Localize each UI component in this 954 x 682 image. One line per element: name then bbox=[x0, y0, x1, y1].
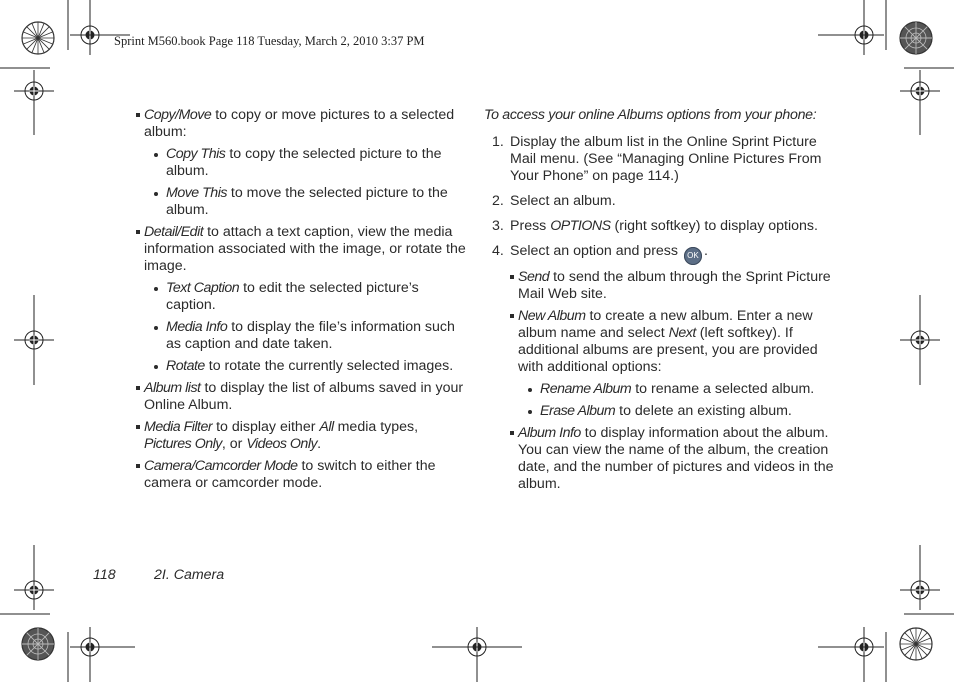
description: to display the file’s information such as caption and date taken. bbox=[166, 319, 455, 352]
step-number: 4. bbox=[492, 243, 504, 259]
description: to edit the selected picture’s caption. bbox=[166, 280, 419, 313]
procedure-intro: To access your online Albums options from your phone: bbox=[484, 107, 817, 123]
description: to display information about the album. You can view the name of the album, the creation date, and the number of pictures and videos in the album. bbox=[518, 425, 834, 492]
ok-key-icon: OK bbox=[684, 247, 702, 265]
term: Camera/Camcorder Mode bbox=[144, 458, 298, 474]
square-bullet-icon bbox=[136, 386, 140, 390]
list-item-new-album bbox=[510, 308, 836, 420]
step-text: (right softkey) to display options. bbox=[610, 218, 818, 234]
option-pictures-only: Pictures Only bbox=[144, 436, 222, 452]
next-softkey: Next bbox=[668, 325, 696, 341]
term: Copy/Move bbox=[144, 107, 212, 123]
square-bullet-icon bbox=[136, 464, 140, 468]
term: Album list bbox=[144, 380, 201, 396]
square-bullet-icon bbox=[510, 431, 514, 435]
term: Media Info bbox=[166, 319, 228, 335]
description: media types, bbox=[333, 419, 419, 435]
step-number: 2. bbox=[492, 193, 504, 209]
step-3 bbox=[484, 218, 836, 235]
left-column bbox=[136, 107, 466, 497]
option-videos-only: Videos Only bbox=[246, 436, 318, 452]
sub-list bbox=[144, 280, 466, 375]
description: to rotate the currently selected images. bbox=[204, 358, 454, 374]
list-item-album-info bbox=[510, 425, 836, 493]
square-bullet-icon bbox=[136, 113, 140, 117]
list-item-media-filter bbox=[136, 419, 466, 453]
list-item-copy-this bbox=[144, 146, 466, 180]
description: to delete an existing album. bbox=[615, 403, 792, 419]
step-4 bbox=[484, 243, 836, 265]
page-number: 118 bbox=[93, 567, 116, 583]
description: . bbox=[317, 436, 322, 452]
description: to display either bbox=[212, 419, 320, 435]
description: to copy the selected picture to the album. bbox=[166, 146, 442, 179]
list-item-rotate bbox=[144, 358, 466, 375]
term: Rotate bbox=[166, 358, 205, 374]
list-item-rename-album bbox=[518, 381, 836, 398]
step-1 bbox=[484, 134, 836, 185]
list-item-move-this bbox=[144, 185, 466, 219]
round-bullet-icon bbox=[154, 287, 158, 291]
term: Rename Album bbox=[540, 381, 632, 397]
list-item-album-list bbox=[136, 380, 466, 414]
print-header: Sprint M560.book Page 118 Tuesday, March 2, 2010 3:37 PM bbox=[114, 34, 425, 48]
right-column bbox=[484, 107, 836, 498]
term: Media Filter bbox=[144, 419, 213, 435]
description: to switch to either the camera or camcorder mode. bbox=[144, 458, 436, 491]
description: to copy or move pictures to a selected album: bbox=[144, 107, 455, 140]
sub-list bbox=[144, 146, 466, 219]
round-bullet-icon bbox=[154, 192, 158, 196]
list-item-send bbox=[510, 269, 836, 303]
term: Album Info bbox=[518, 425, 581, 441]
step-text: . bbox=[703, 243, 708, 259]
sub-list bbox=[518, 381, 836, 420]
description: to attach a text caption, view the media information associated with the image, or rotate the image. bbox=[144, 224, 466, 274]
section-title: 2I. Camera bbox=[154, 567, 225, 583]
square-bullet-icon bbox=[510, 314, 514, 318]
round-bullet-icon bbox=[154, 153, 158, 157]
list-item-copy-move bbox=[136, 107, 466, 219]
description: , or bbox=[221, 436, 247, 452]
round-bullet-icon bbox=[528, 410, 532, 414]
description: to create a new album. Enter a new album name and select bbox=[518, 308, 813, 341]
square-bullet-icon bbox=[136, 230, 140, 234]
step-number: 3. bbox=[492, 218, 504, 234]
description: to rename a selected album. bbox=[631, 381, 815, 397]
square-bullet-icon bbox=[136, 425, 140, 429]
square-bullet-icon bbox=[510, 275, 514, 279]
step-text: Select an option and press bbox=[510, 243, 682, 259]
step-text: Press bbox=[510, 218, 551, 234]
description: to move the selected picture to the album. bbox=[166, 185, 448, 218]
term: Detail/Edit bbox=[144, 224, 204, 240]
round-bullet-icon bbox=[528, 388, 532, 392]
term: Text Caption bbox=[166, 280, 240, 296]
list-item-media-info bbox=[144, 319, 466, 353]
option-all: All bbox=[319, 419, 334, 435]
description: to display the list of albums saved in your Online Album. bbox=[144, 380, 464, 413]
step-text: Display the album list in the Online Sprint Picture Mail menu. (See “Managing Online Pictures From Your Phone” on page 114.) bbox=[510, 134, 822, 184]
options-softkey: OPTIONS bbox=[550, 218, 611, 234]
step-text: Select an album. bbox=[510, 193, 616, 209]
description: to send the album through the Sprint Picture Mail Web site. bbox=[518, 269, 831, 302]
list-item-detail-edit bbox=[136, 224, 466, 375]
list-item-erase-album bbox=[518, 403, 836, 420]
term: Copy This bbox=[166, 146, 226, 162]
description: (left softkey). If additional albums are present, you are provided with additional options: bbox=[518, 325, 818, 375]
round-bullet-icon bbox=[154, 365, 158, 369]
step-2 bbox=[484, 193, 836, 210]
term: Move This bbox=[166, 185, 227, 201]
list-item-text-caption bbox=[144, 280, 466, 314]
list-item-camera-mode bbox=[136, 458, 466, 492]
term: Erase Album bbox=[540, 403, 616, 419]
term: New Album bbox=[518, 308, 586, 324]
step-number: 1. bbox=[492, 134, 504, 150]
term: Send bbox=[518, 269, 550, 285]
round-bullet-icon bbox=[154, 326, 158, 330]
option-list bbox=[484, 269, 836, 493]
